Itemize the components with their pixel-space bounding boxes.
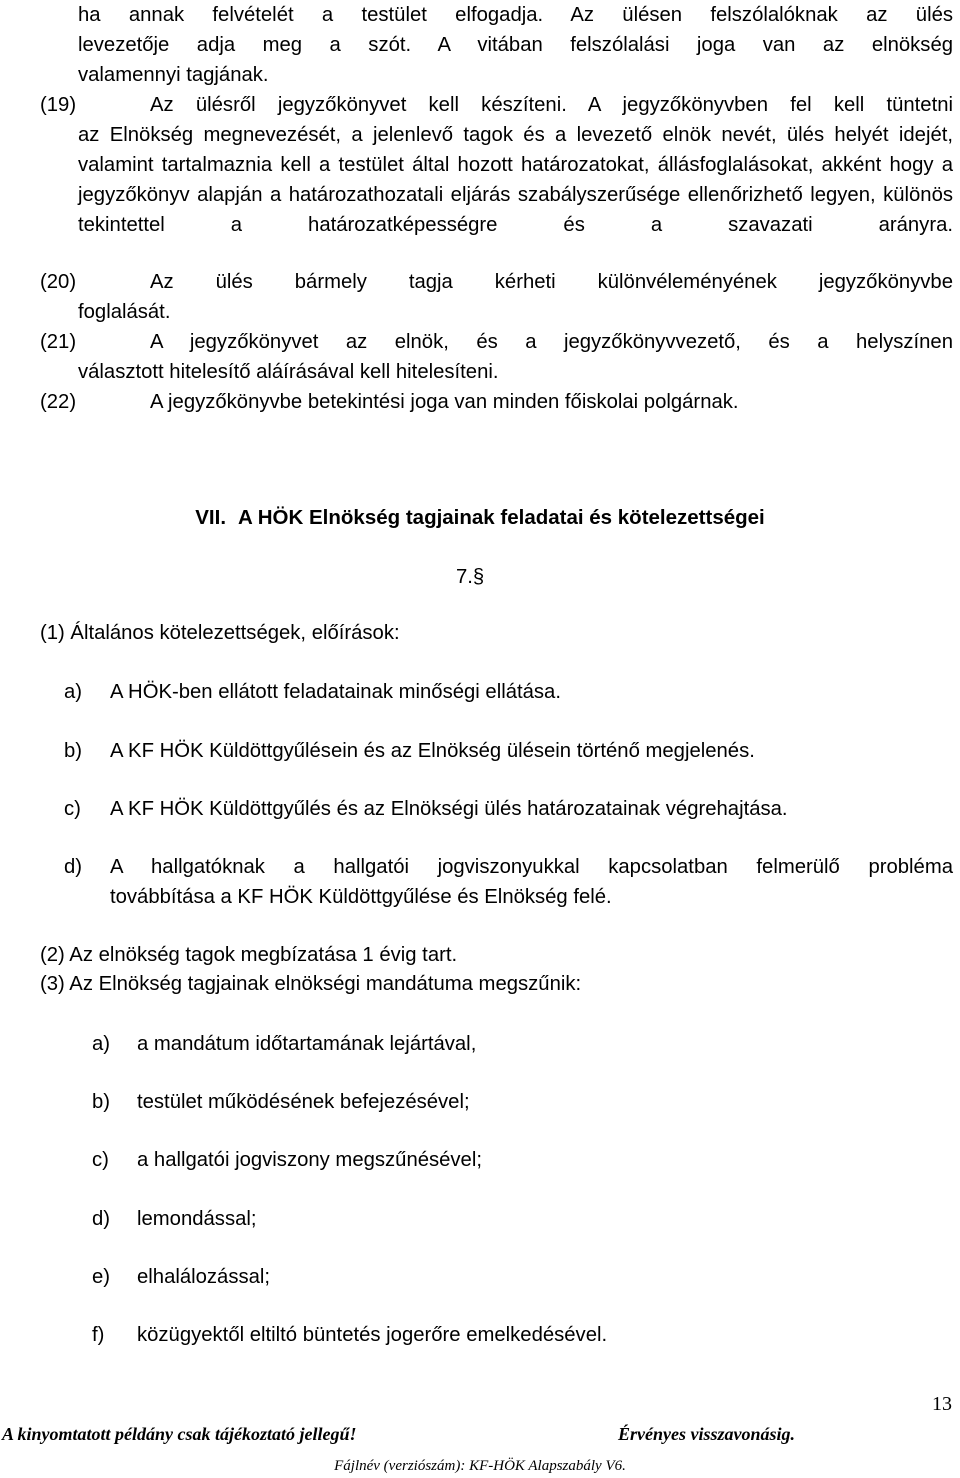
footer-print-notice: A kinyomtatott példány csak tájékoztató jellegű! xyxy=(2,1424,357,1444)
continuation-line-2: levezetője adja meg a szót. A vitában felszólalási joga van az elnökség xyxy=(78,34,953,56)
paragraph-20-second-line: foglalását. xyxy=(78,301,171,323)
end-item-b-text: testület működésének befejezésével; xyxy=(137,1091,470,1113)
paragraph-19-first-line: Az ülésről jegyzőkönyvet kell készíteni. A jegyzőkönyvben fel kell tüntetni xyxy=(150,94,953,116)
end-item-d-text: lemondással; xyxy=(137,1208,257,1230)
paragraph-21-number: (21) xyxy=(40,331,77,353)
end-item-c-label: c) xyxy=(92,1149,109,1171)
end-item-d-label: d) xyxy=(92,1208,111,1230)
page-number: 13 xyxy=(932,1393,952,1415)
end-item-a-label: a) xyxy=(92,1033,111,1055)
section-heading xyxy=(0,503,960,533)
end-item-e-text: elhalálozással; xyxy=(137,1266,271,1288)
general-item-c-text: A KF HÖK Küldöttgyűlés és az Elnökségi ülés határozatainak végrehajtása. xyxy=(110,798,788,820)
continuation-line-3: valamennyi tagjának. xyxy=(78,64,269,86)
general-item-b-text: A KF HÖK Küldöttgyűlésein és az Elnökség ülésein történő megjelenés. xyxy=(110,740,755,762)
paragraph-20-first-line: Az ülés bármely tagja kérheti különvéleményének jegyzőkönyvbe xyxy=(150,271,953,293)
general-item-a-label: a) xyxy=(64,681,83,703)
section-title: A HÖK Elnökség tagjainak feladatai és kötelezettségei xyxy=(238,506,765,529)
paragraph-19-body xyxy=(78,120,953,240)
general-item-d-text: A hallgatóknak a hallgatói jogviszonyukkal kapcsolatban felmerülő probléma xyxy=(110,856,953,878)
paragraph-22-text: A jegyzőkönyvbe betekintési joga van minden főiskolai polgárnak. xyxy=(150,391,739,413)
general-item-d-label: d) xyxy=(64,856,83,878)
mandate-duration: (2) Az elnökség tagok megbízatása 1 évig tart. xyxy=(40,944,458,966)
general-obligations-heading: (1) Általános kötelezettségek, előírások: xyxy=(40,622,400,644)
end-item-e-label: e) xyxy=(92,1266,111,1288)
end-item-f-label: f) xyxy=(92,1324,105,1346)
paragraph-19-number: (19) xyxy=(40,94,77,116)
continuation-line-1: ha annak felvételét a testület elfogadja. Az ülésen felszólalóknak az ülés xyxy=(78,4,953,26)
paragraph-21-first-line: A jegyzőkönyvet az elnök, és a jegyzőkönyvvezető, és a helyszínen xyxy=(150,331,953,353)
general-item-b-label: b) xyxy=(64,740,83,762)
general-item-c-label: c) xyxy=(64,798,81,820)
paragraph-20-number: (20) xyxy=(40,271,77,293)
mandate-end-heading: (3) Az Elnökség tagjainak elnökségi mandátuma megszűnik: xyxy=(40,973,582,995)
end-item-f-text: közügyektől eltiltó büntetés jogerőre emelkedésével. xyxy=(137,1324,608,1346)
footer-file-name: Fájlnév (verziószám): KF-HÖK Alapszabály V6. xyxy=(334,1458,626,1474)
section-roman-numeral: VII. xyxy=(195,506,227,529)
paragraph-21-second-line: választott hitelesítő aláírásával kell hitelesíteni. xyxy=(78,361,499,383)
general-item-d-text-continued: továbbítása a KF HÖK Küldöttgyűlése és Elnökség felé. xyxy=(110,886,612,908)
paragraph-22-number: (22) xyxy=(40,391,77,413)
end-item-a-text: a mandátum időtartamának lejártával, xyxy=(137,1033,477,1055)
paragraph-19-text: az Elnökség megnevezését, a jelenlevő tagok és a levezető elnök nevét, ülés helyét idejét, valamint tartalmaznia kell a testület által hozott határozatokat, állásfoglalásokat, akként hogy a jegyzőkönyv alapján a határozathozatali eljárás szabályszerűsége ellenőrizhető legyen, különös tekintettel a határozatképességre és a szavazati arányra. xyxy=(78,124,953,236)
footer-validity-notice: Érvényes visszavonásig. xyxy=(618,1424,795,1444)
end-item-c-text: a hallgatói jogviszony megszűnésével; xyxy=(137,1149,482,1171)
general-item-a-text: A HÖK-ben ellátott feladatainak minőségi ellátása. xyxy=(110,681,561,703)
section-paragraph-mark: 7.§ xyxy=(456,566,485,588)
end-item-b-label: b) xyxy=(92,1091,111,1113)
